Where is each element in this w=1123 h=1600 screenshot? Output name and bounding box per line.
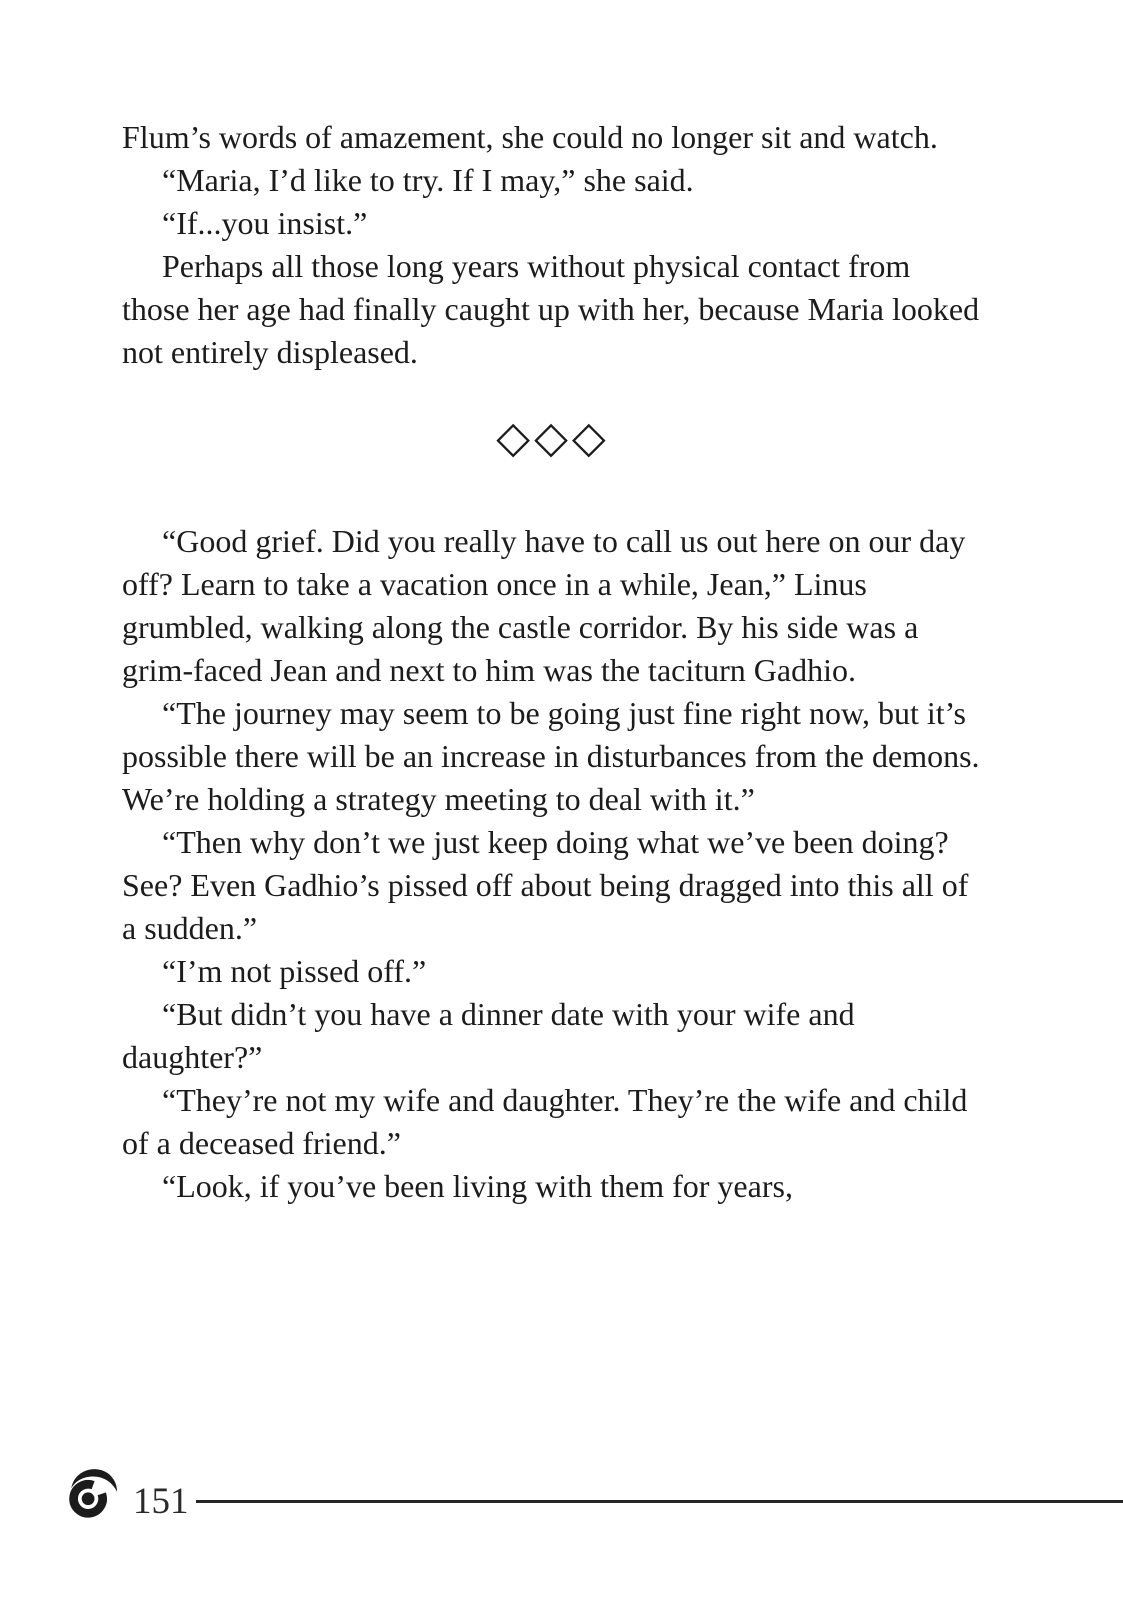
paragraph: “Maria, I’d like to try. If I may,” she said. <box>162 162 694 198</box>
page-number: 151 <box>133 1481 189 1522</box>
paragraph: Perhaps all those long years without physical contact from those her age had finally caught up with her, because Maria looked not entirely displeased. <box>122 248 980 370</box>
body-text <box>122 116 984 1208</box>
paragraph: “Look, if you’ve been living with them for years, <box>162 1168 793 1204</box>
paragraph: “Then why don’t we just keep doing what we’ve been doing? See? Even Gadhio’s pissed off about being dragged into this all of a sudden.” <box>122 824 969 946</box>
scene-break-separator: ◇◇◇ <box>496 412 610 463</box>
footer-rule <box>196 1500 1123 1503</box>
paragraph: “The journey may seem to be going just fine right now, but it’s possible there will be an increase in disturbances from the demons. We’re holding a strategy meeting to deal with it.” <box>122 695 980 817</box>
paragraph: Flum’s words of amazement, she could no longer sit and watch. <box>122 119 938 155</box>
paragraph: “Good grief. Did you really have to call us out here on our day off? Learn to take a vacation once in a while, Jean,” Linus grumbled, walking along the castle corridor. By his side was a grim-faced Jean and next to him was the taciturn Gadhio. <box>122 523 966 688</box>
paragraph: “I’m not pissed off.” <box>162 953 427 989</box>
page-footer <box>0 1459 1123 1539</box>
publisher-spiral-logo-icon <box>62 1463 120 1523</box>
paragraph: “They’re not my wife and daughter. They’re the wife and child of a deceased friend.” <box>122 1082 968 1161</box>
paragraph: “If...you insist.” <box>162 205 368 241</box>
paragraph: “But didn’t you have a dinner date with your wife and daughter?” <box>122 996 855 1075</box>
